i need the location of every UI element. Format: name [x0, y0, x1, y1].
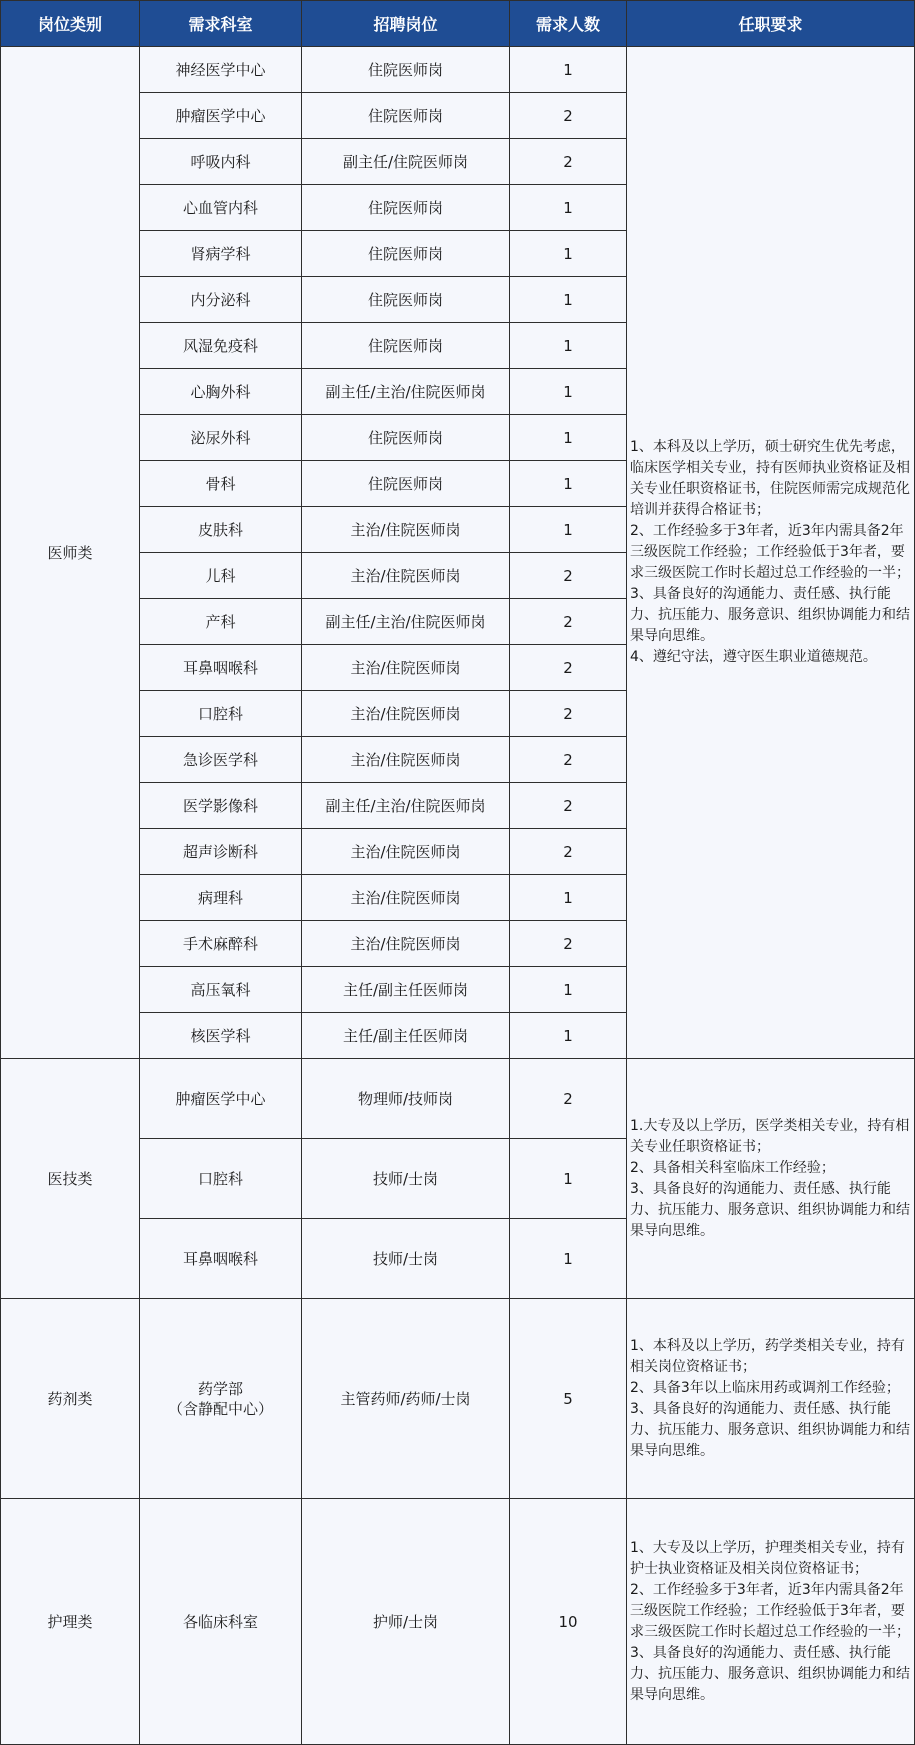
department-cell: 病理科 — [140, 875, 302, 921]
department-cell: 各临床科室 — [140, 1499, 302, 1745]
count-cell: 1 — [510, 277, 627, 323]
department-cell: 核医学科 — [140, 1013, 302, 1059]
position-cell: 主治/住院医师岗 — [302, 875, 510, 921]
position-cell: 副主任/主治/住院医师岗 — [302, 369, 510, 415]
count-cell: 1 — [510, 967, 627, 1013]
position-cell: 副主任/主治/住院医师岗 — [302, 599, 510, 645]
count-cell: 1 — [510, 507, 627, 553]
count-cell: 2 — [510, 691, 627, 737]
position-cell: 主治/住院医师岗 — [302, 921, 510, 967]
department-cell: 心胸外科 — [140, 369, 302, 415]
count-cell: 1 — [510, 185, 627, 231]
requirements-physician: 1、本科及以上学历，硕士研究生优先考虑，临床医学相关专业，持有医师执业资格证及相关专业任职资格证书，住院医师需完成规范化培训并获得合格证书； 2、工作经验多于3年者，近3年内需具备2年三级医院工作经验；工作经验低于3年者，要求三级医院工作时长超过总工作经验的一半； 3、具备良好的沟通能力、责任感、执行能力、抗压能力、服务意识、组织协调能力和结果导向思维。 4、遵纪守法，遵守医生职业道德规范。 — [627, 47, 915, 1059]
department-cell: 骨科 — [140, 461, 302, 507]
table-row — [1, 1499, 915, 1745]
count-cell: 2 — [510, 93, 627, 139]
department-cell: 呼吸内科 — [140, 139, 302, 185]
count-cell: 10 — [510, 1499, 627, 1745]
position-cell: 住院医师岗 — [302, 93, 510, 139]
requirements-pharmacy: 1、本科及以上学历，药学类相关专业，持有相关岗位资格证书； 2、具备3年以上临床用药或调剂工作经验； 3、具备良好的沟通能力、责任感、执行能力、抗压能力、服务意识、组织协调能力和结果导向思维。 — [627, 1299, 915, 1499]
position-cell: 住院医师岗 — [302, 461, 510, 507]
position-cell: 主管药师/药师/士岗 — [302, 1299, 510, 1499]
header-count: 需求人数 — [510, 1, 627, 47]
department-cell: 急诊医学科 — [140, 737, 302, 783]
table-row — [1, 1299, 915, 1499]
count-cell: 5 — [510, 1299, 627, 1499]
count-cell: 1 — [510, 231, 627, 277]
department-cell: 皮肤科 — [140, 507, 302, 553]
position-cell: 物理师/技师岗 — [302, 1059, 510, 1139]
position-cell: 护师/士岗 — [302, 1499, 510, 1745]
position-cell: 主治/住院医师岗 — [302, 691, 510, 737]
department-cell: 手术麻醉科 — [140, 921, 302, 967]
count-cell: 2 — [510, 829, 627, 875]
count-cell: 1 — [510, 369, 627, 415]
header-row — [1, 1, 915, 47]
count-cell: 2 — [510, 783, 627, 829]
position-cell: 主治/住院医师岗 — [302, 737, 510, 783]
position-cell: 主治/住院医师岗 — [302, 829, 510, 875]
header-position: 招聘岗位 — [302, 1, 510, 47]
count-cell: 2 — [510, 1059, 627, 1139]
count-cell: 2 — [510, 599, 627, 645]
department-cell: 神经医学中心 — [140, 47, 302, 93]
requirements-nursing: 1、大专及以上学历，护理类相关专业，持有护士执业资格证及相关岗位资格证书； 2、工作经验多于3年者，近3年内需具备2年三级医院工作经验；工作经验低于3年者，要求三级医院工作时长超过总工作经验的一半； 3、具备良好的沟通能力、责任感、执行能力、抗压能力、服务意识、组织协调能力和结果导向思维。 — [627, 1499, 915, 1745]
count-cell: 2 — [510, 921, 627, 967]
table-row — [1, 47, 915, 93]
department-cell: 儿科 — [140, 553, 302, 599]
department-cell: 超声诊断科 — [140, 829, 302, 875]
position-cell: 技师/士岗 — [302, 1219, 510, 1299]
position-cell: 住院医师岗 — [302, 277, 510, 323]
department-cell: 肿瘤医学中心 — [140, 93, 302, 139]
position-cell: 主治/住院医师岗 — [302, 553, 510, 599]
department-cell: 药学部 （含静配中心） — [140, 1299, 302, 1499]
category-nursing: 护理类 — [1, 1499, 140, 1745]
count-cell: 1 — [510, 47, 627, 93]
department-cell: 产科 — [140, 599, 302, 645]
count-cell: 1 — [510, 1219, 627, 1299]
count-cell: 1 — [510, 1139, 627, 1219]
position-cell: 住院医师岗 — [302, 231, 510, 277]
header-department: 需求科室 — [140, 1, 302, 47]
count-cell: 1 — [510, 461, 627, 507]
count-cell: 2 — [510, 553, 627, 599]
department-cell: 医学影像科 — [140, 783, 302, 829]
position-cell: 主任/副主任医师岗 — [302, 1013, 510, 1059]
department-cell: 肾病学科 — [140, 231, 302, 277]
requirements-technician: 1.大专及以上学历，医学类相关专业，持有相关专业任职资格证书； 2、具备相关科室临床工作经验； 3、具备良好的沟通能力、责任感、执行能力、抗压能力、服务意识、组织协调能力和结果导向思维。 — [627, 1059, 915, 1299]
category-physician: 医师类 — [1, 47, 140, 1059]
count-cell: 1 — [510, 875, 627, 921]
department-cell: 风湿免疫科 — [140, 323, 302, 369]
department-cell: 口腔科 — [140, 691, 302, 737]
position-cell: 住院医师岗 — [302, 415, 510, 461]
count-cell: 2 — [510, 645, 627, 691]
category-technician: 医技类 — [1, 1059, 140, 1299]
position-cell: 住院医师岗 — [302, 47, 510, 93]
count-cell: 2 — [510, 737, 627, 783]
category-pharmacy: 药剂类 — [1, 1299, 140, 1499]
position-cell: 住院医师岗 — [302, 185, 510, 231]
department-cell: 内分泌科 — [140, 277, 302, 323]
header-requirements: 任职要求 — [627, 1, 915, 47]
position-cell: 主治/住院医师岗 — [302, 507, 510, 553]
department-cell: 心血管内科 — [140, 185, 302, 231]
position-cell: 副主任/主治/住院医师岗 — [302, 783, 510, 829]
position-cell: 主治/住院医师岗 — [302, 645, 510, 691]
department-cell: 肿瘤医学中心 — [140, 1059, 302, 1139]
position-cell: 技师/士岗 — [302, 1139, 510, 1219]
department-cell: 口腔科 — [140, 1139, 302, 1219]
department-cell: 泌尿外科 — [140, 415, 302, 461]
count-cell: 1 — [510, 1013, 627, 1059]
table-row — [1, 1059, 915, 1139]
count-cell: 1 — [510, 323, 627, 369]
department-cell: 耳鼻咽喉科 — [140, 1219, 302, 1299]
department-cell: 高压氧科 — [140, 967, 302, 1013]
position-cell: 副主任/住院医师岗 — [302, 139, 510, 185]
department-cell: 耳鼻咽喉科 — [140, 645, 302, 691]
header-category: 岗位类别 — [1, 1, 140, 47]
count-cell: 1 — [510, 415, 627, 461]
position-cell: 主任/副主任医师岗 — [302, 967, 510, 1013]
count-cell: 2 — [510, 139, 627, 185]
position-cell: 住院医师岗 — [302, 323, 510, 369]
